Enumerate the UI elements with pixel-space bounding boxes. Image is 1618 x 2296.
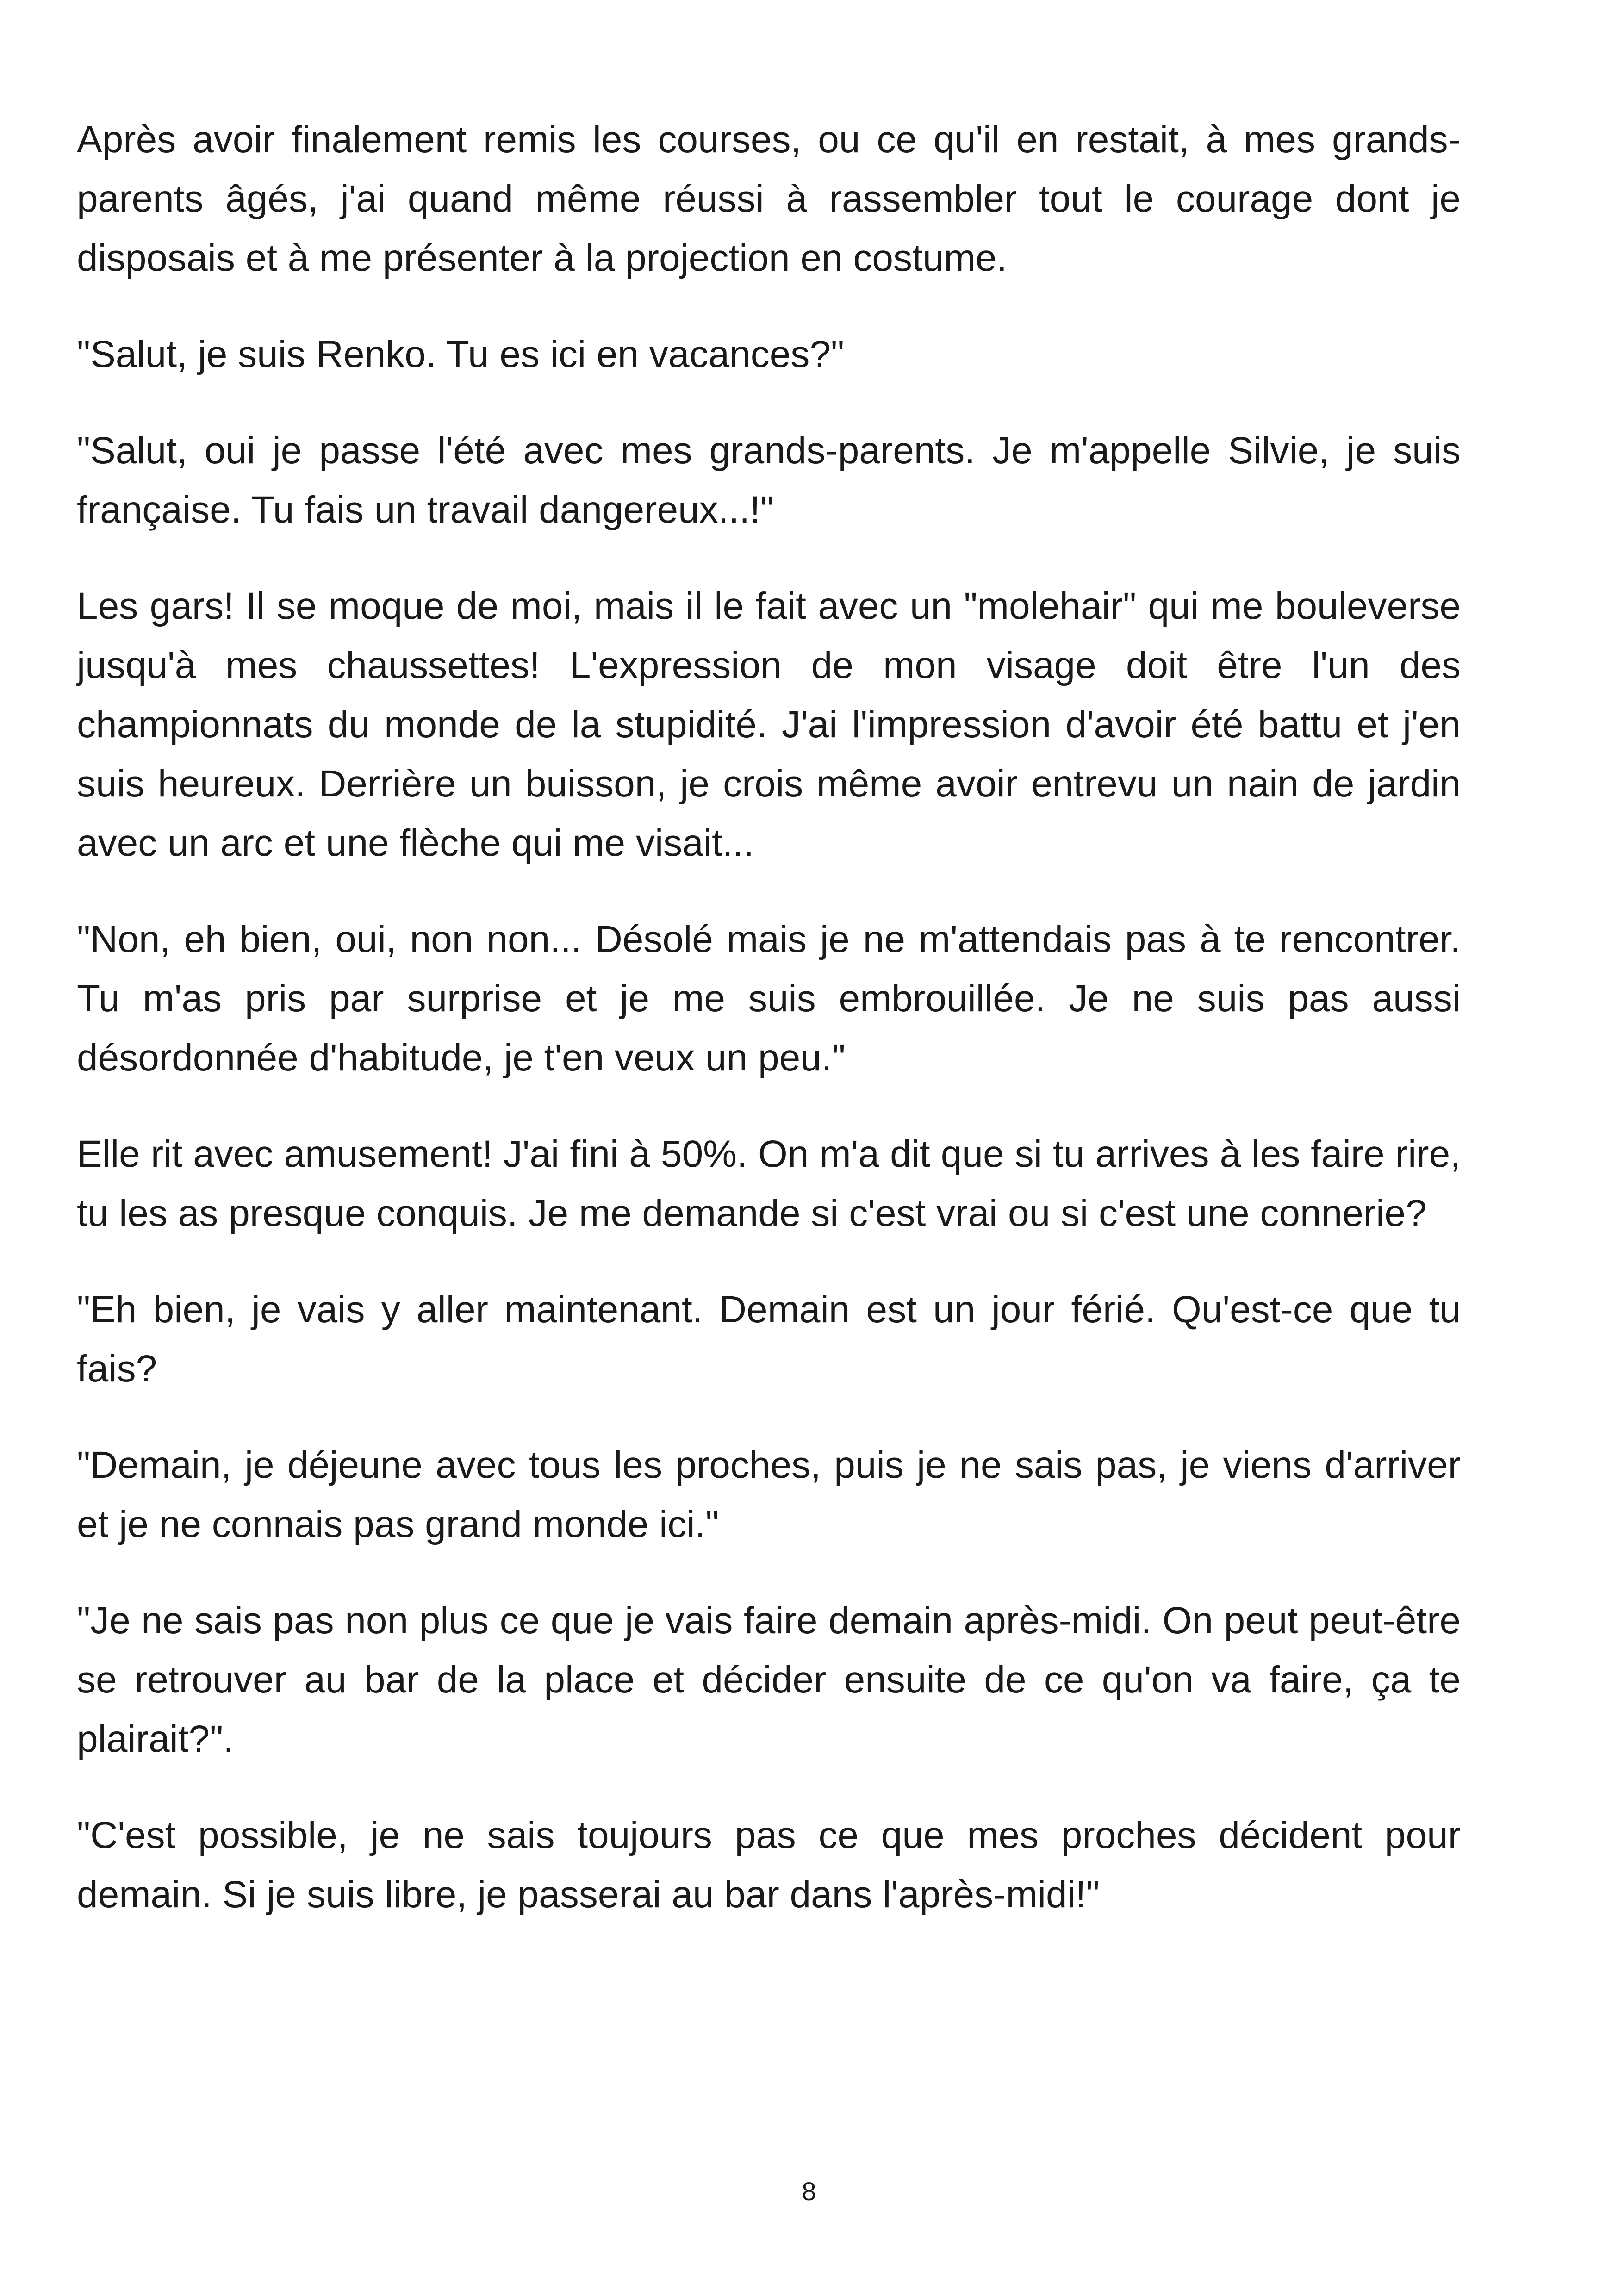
paragraph-1: Après avoir finalement remis les courses, ou ce qu'il en restait, à mes grands-parents âgés, j'ai quand même réussi à rassembler tout le courage dont je disposais et à me présenter à la projection en costume. <box>77 118 1461 279</box>
paragraph-3: "Salut, oui je passe l'été avec mes grands-parents. Je m'appelle Silvie, je suis française. Tu fais un travail dangereux...!" <box>77 429 1461 531</box>
page-number: 8 <box>802 2177 816 2206</box>
paragraph-4: Les gars! Il se moque de moi, mais il le fait avec un "molehair" qui me bouleverse jusqu'à mes chaussettes! L'expression de mon visage doit être l'un des championnats du monde de la stupidité. J'ai l'impression d'avoir été battu et j'en suis heureux. Derrière un buisson, je crois même avoir entrevu un nain de jardin avec un arc et une flèche qui me visait... <box>77 585 1461 864</box>
paragraph-9: "Je ne sais pas non plus ce que je vais faire demain après-midi. On peut peut-être se retrouver au bar de la place et décider ensuite de ce qu'on va faire, ça te plairait?". <box>77 1599 1461 1760</box>
paragraph-5: "Non, eh bien, oui, non non... Désolé mais je ne m'attendais pas à te rencontrer. Tu m'as pris par surprise et je me suis embrouillée. Je ne suis pas aussi désordonnée d'habitude, je t'en veux un peu." <box>77 918 1461 1079</box>
paragraph-2: "Salut, je suis Renko. Tu es ici en vacances?" <box>77 333 845 375</box>
paragraph-10: "C'est possible, je ne sais toujours pas ce que mes proches décident pour demain. Si je suis libre, je passerai au bar dans l'après-midi!" <box>77 1814 1461 1916</box>
paragraph-6: Elle rit avec amusement! J'ai fini à 50%. On m'a dit que si tu arrives à les faire rire, tu les as presque conquis. Je me demande si c'est vrai ou si c'est une connerie? <box>77 1133 1461 1234</box>
paragraph-8: "Demain, je déjeune avec tous les proches, puis je ne sais pas, je viens d'arriver et je ne connais pas grand monde ici." <box>77 1444 1461 1545</box>
page-body <box>77 110 1461 1961</box>
paragraph-7: "Eh bien, je vais y aller maintenant. Demain est un jour férié. Qu'est-ce que tu fais? <box>77 1288 1461 1390</box>
